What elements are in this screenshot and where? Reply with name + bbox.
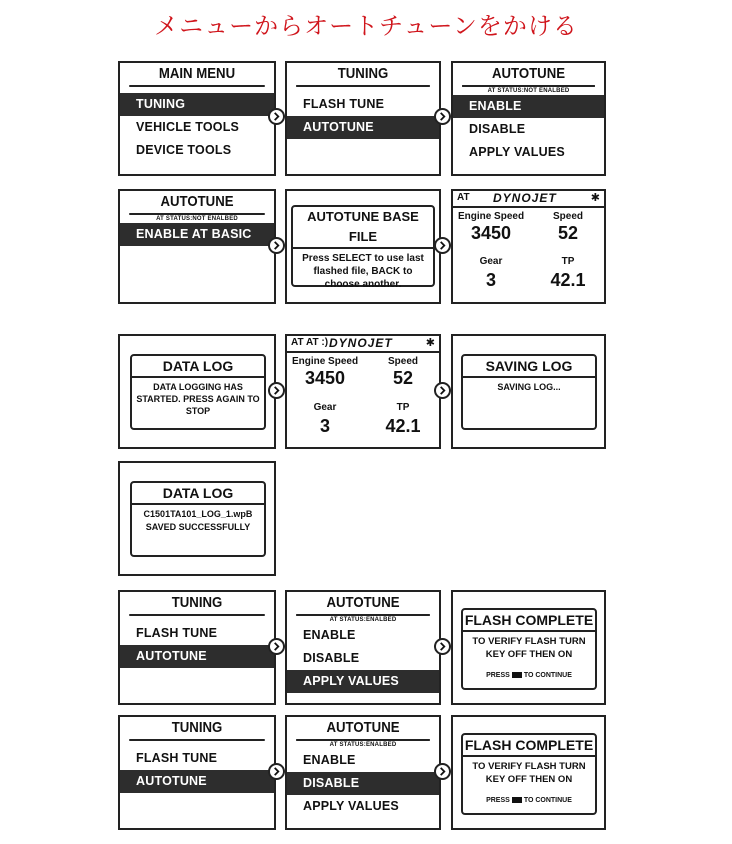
at-indicator: AT AT :) — [291, 337, 329, 348]
continue-label: TO CONTINUE — [523, 672, 572, 679]
next-arrow-icon — [268, 237, 285, 254]
screen-saving-log — [451, 334, 606, 449]
dialog-body: DATA LOGGING HAS STARTED. PRESS AGAIN TO STOP — [136, 382, 260, 416]
next-arrow-icon — [268, 382, 285, 399]
screen-tuning — [118, 590, 276, 705]
saved-message: SAVED SUCCESSFULLY — [145, 522, 251, 532]
dashboard-header — [453, 191, 604, 208]
menu-item-flash-tune[interactable]: FLASH TUNE — [136, 751, 218, 765]
screen-dashboard — [451, 189, 606, 304]
menu-item-autotune[interactable]: AUTOTUNE — [287, 116, 439, 139]
next-arrow-icon — [268, 763, 285, 780]
menu-item-enable-at-basic[interactable]: ENABLE AT BASIC — [120, 223, 274, 246]
next-arrow-icon — [434, 763, 451, 780]
menu-item-enable[interactable]: ENABLE — [303, 753, 356, 767]
key-icon — [512, 672, 522, 678]
saving-log-dialog — [461, 354, 597, 430]
screen-data-log-saved — [118, 461, 276, 576]
at-status: AT STATUS:ENALBED — [329, 617, 397, 623]
menu-item-disable[interactable]: DISABLE — [303, 651, 360, 665]
press-to-continue — [463, 797, 595, 804]
menu-item-flash-tune[interactable]: FLASH TUNE — [303, 97, 385, 111]
next-arrow-icon — [268, 638, 285, 655]
speed-label: Speed — [387, 356, 418, 367]
flash-complete-dialog — [461, 608, 597, 690]
next-arrow-icon — [434, 108, 451, 125]
press-to-continue — [463, 672, 595, 679]
screen-autotune-basic — [118, 189, 276, 304]
tp-value: 42.1 — [385, 416, 421, 436]
dashboard-header — [287, 336, 439, 353]
screen-header: AUTOTUNE — [462, 63, 595, 87]
screen-base-file — [285, 189, 441, 304]
screen-header: TUNING — [296, 63, 430, 87]
bluetooth-icon: ✱ — [425, 337, 435, 349]
screen-header: TUNING — [129, 592, 265, 616]
data-log-dialog — [130, 354, 266, 430]
base-file-dialog — [291, 205, 435, 290]
screen-flash-complete — [451, 590, 606, 705]
menu-item-apply-values[interactable]: APPLY VALUES — [469, 145, 565, 159]
dynojet-logo: DYNOJET — [493, 191, 557, 205]
menu-item-disable[interactable]: DISABLE — [287, 772, 439, 795]
menu-item-disable[interactable]: DISABLE — [469, 122, 526, 136]
gear-label: Gear — [479, 256, 503, 267]
tp-label: TP — [396, 402, 410, 413]
dialog-title: DATA LOG — [132, 483, 264, 505]
dialog-title: SAVING LOG — [463, 356, 595, 378]
dialog-title: DATA LOG — [132, 356, 264, 378]
menu-item-tuning[interactable]: TUNING — [120, 93, 274, 116]
menu-item-apply-values[interactable]: APPLY VALUES — [303, 799, 399, 813]
dialog-body: SAVING LOG... — [497, 382, 561, 392]
press-label: PRESS — [486, 797, 510, 804]
screen-autotune-enabled — [285, 590, 441, 705]
menu-item-autotune[interactable]: AUTOTUNE — [120, 770, 274, 793]
at-indicator: AT — [457, 192, 470, 203]
screen-header: MAIN MENU — [129, 63, 265, 87]
engine-speed-value: 3450 — [470, 223, 512, 243]
next-arrow-icon — [434, 382, 451, 399]
key-icon — [512, 797, 522, 803]
screen-header: AUTOTUNE — [296, 592, 430, 616]
gear-value: 3 — [485, 270, 496, 290]
page-title: メニューからオートチューンをかける — [154, 12, 578, 40]
at-status: AT STATUS:NOT ENALBED — [487, 88, 570, 94]
engine-speed-label: Engine Speed — [291, 356, 359, 367]
screen-main-menu — [118, 61, 276, 176]
screen-tuning — [285, 61, 441, 176]
menu-item-enable[interactable]: ENABLE — [453, 95, 604, 118]
speed-label: Speed — [552, 211, 583, 222]
screen-flash-complete — [451, 715, 606, 830]
dialog-title: FLASH COMPLETE — [463, 735, 595, 757]
at-status: AT STATUS:NOT ENALBED — [156, 216, 238, 222]
menu-item-autotune[interactable]: AUTOTUNE — [120, 645, 274, 668]
press-label: PRESS — [486, 672, 510, 679]
engine-speed-label: Engine Speed — [457, 211, 525, 222]
screen-autotune-enabled — [285, 715, 441, 830]
screen-tuning — [118, 715, 276, 830]
screen-header: AUTOTUNE — [296, 717, 430, 741]
screen-autotune — [451, 61, 606, 176]
dialog-body: TO VERIFY FLASH TURN KEY OFF THEN ON — [472, 761, 586, 785]
data-log-saved-dialog — [130, 481, 266, 557]
next-arrow-icon — [434, 638, 451, 655]
screen-dashboard-logging — [285, 334, 441, 449]
menu-item-vehicle-tools[interactable]: VEHICLE TOOLS — [136, 120, 240, 134]
continue-label: TO CONTINUE — [523, 797, 572, 804]
speed-value: 52 — [557, 223, 579, 243]
menu-item-flash-tune[interactable]: FLASH TUNE — [136, 626, 218, 640]
dynojet-logo: DYNOJET — [329, 336, 393, 350]
screen-header: AUTOTUNE — [129, 191, 265, 215]
menu-item-device-tools[interactable]: DEVICE TOOLS — [136, 143, 232, 157]
gear-label: Gear — [313, 402, 337, 413]
dialog-title: FLASH COMPLETE — [463, 610, 595, 632]
next-arrow-icon — [434, 237, 451, 254]
menu-item-enable[interactable]: ENABLE — [303, 628, 356, 642]
dialog-body: Press SELECT to use last flashed file, BACK to choose another. — [302, 253, 424, 290]
tp-label: TP — [561, 256, 575, 267]
bluetooth-icon: ✱ — [590, 192, 600, 204]
engine-speed-value: 3450 — [304, 368, 346, 388]
at-status: AT STATUS:ENALBED — [329, 742, 397, 748]
menu-item-apply-values[interactable]: APPLY VALUES — [287, 670, 439, 693]
next-arrow-icon — [268, 108, 285, 125]
speed-value: 52 — [392, 368, 414, 388]
screen-header: TUNING — [129, 717, 265, 741]
dialog-title: AUTOTUNE BASE FILE — [293, 207, 433, 249]
flash-complete-dialog — [461, 733, 597, 815]
screen-data-log-start — [118, 334, 276, 449]
tp-value: 42.1 — [550, 270, 586, 290]
dialog-body: TO VERIFY FLASH TURN KEY OFF THEN ON — [472, 636, 586, 660]
gear-value: 3 — [319, 416, 330, 436]
log-filename: C1501TA101_LOG_1.wpB — [143, 509, 253, 519]
